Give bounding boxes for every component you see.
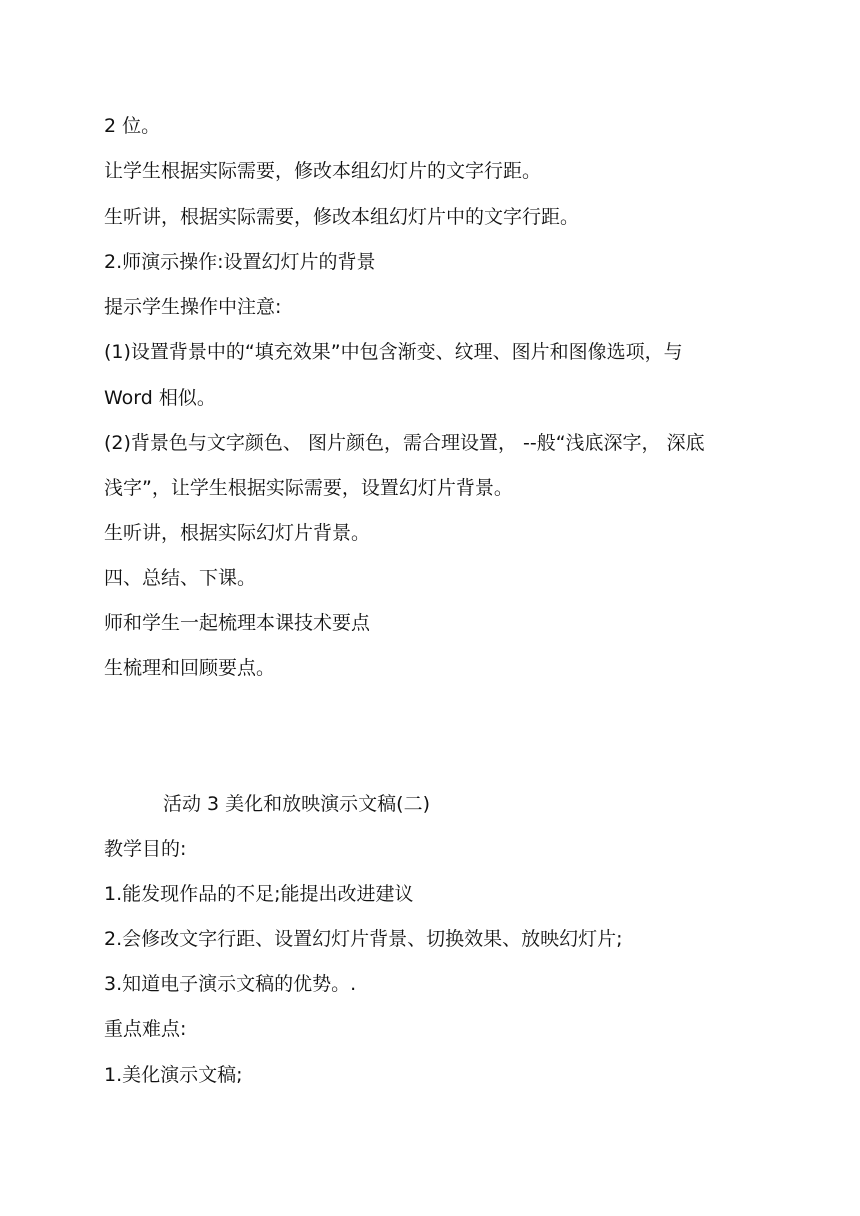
text-line: 生梳理和回顾要点。 [104,657,276,679]
text-line: 四、总结、下课。 [104,567,257,589]
text-line: 重点难点: [104,1018,187,1040]
text-line: 教学目的: [104,838,187,860]
text-line: 2.师演示操作:设置幻灯片的背景 [104,251,376,273]
text-line: (2)背景色与文字颜色、 图片颜色，需合理设置， --般“浅底深字， 深底 [104,432,705,454]
text-line: 2.会修改文字行距、设置幻灯片背景、切换效果、放映幻灯片; [104,928,623,950]
section-title: 活动 3 美化和放映演示文稿(二) [163,793,430,815]
text-line: (1)设置背景中的“填充效果”中包含渐变、纹理、图片和图像选项，与 [104,341,683,363]
text-line: 浅字”，让学生根据实际需要，设置幻灯片背景。 [104,477,513,499]
text-line: Word 相似。 [104,387,216,409]
text-line: 生听讲，根据实际需要，修改本组幻灯片中的文字行距。 [104,206,580,228]
text-line: 提示学生操作中注意: [104,296,282,318]
text-line: 让学生根据实际需要，修改本组幻灯片的文字行距。 [104,160,542,182]
text-line: 1.美化演示文稿; [104,1064,243,1086]
text-line: 3.知道电子演示文稿的优势。. [104,973,357,995]
text-line: 生听讲，根据实际幻灯片背景。 [104,522,371,544]
text-line: 1.能发现作品的不足;能提出改进建议 [104,883,414,905]
text-line: 2 位。 [104,115,161,137]
text-line: 师和学生一起梳理本课技术要点 [104,612,371,634]
